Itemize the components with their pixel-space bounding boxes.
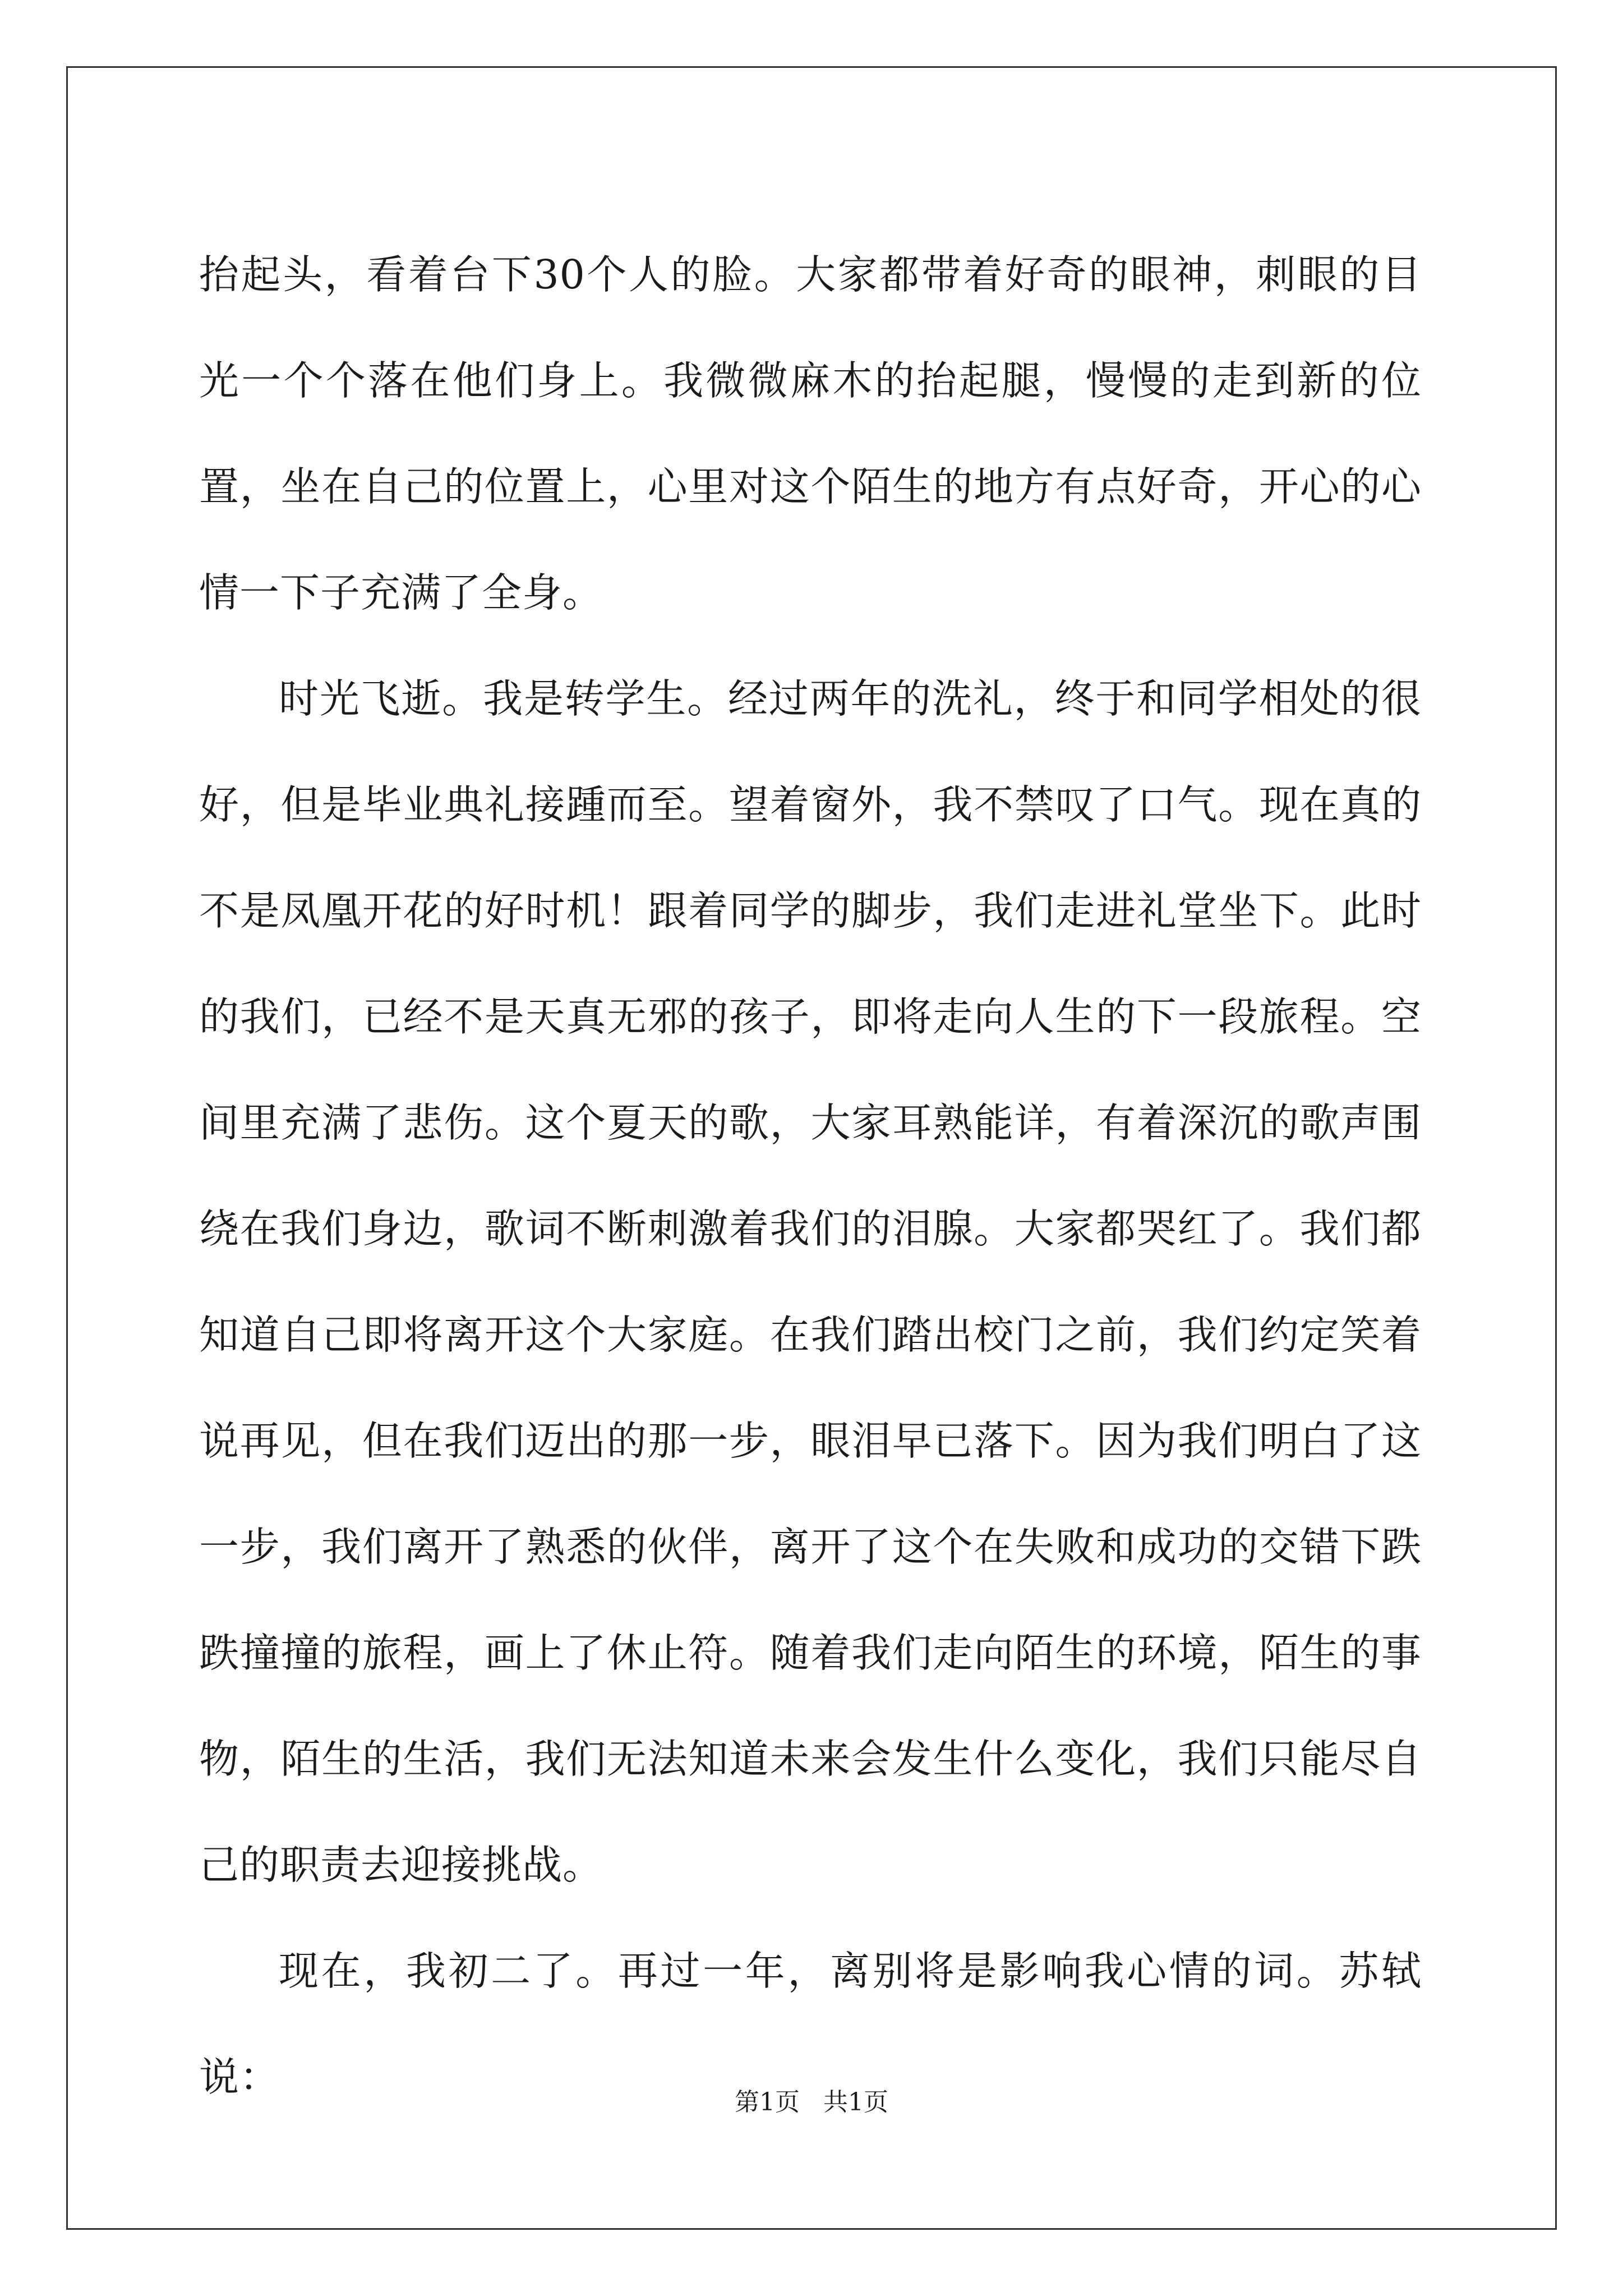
paragraph-1: 抬起头，看着台下30个人的脸。大家都带着好奇的眼神，刺眼的目光一个个落在他们身上。我微微麻木的抬起腿，慢慢的走到新的位置，坐在自己的位置上，心里对这个陌生的地方有点好奇，开心的心情一下子充满了全身。 — [199, 251, 1422, 616]
paragraph-3: 现在，我初二了。再过一年，离别将是影响我心情的词。苏轼说： — [199, 1948, 1422, 2100]
page-footer — [0, 2086, 1623, 2119]
page-number: 第1页 — [735, 2088, 800, 2116]
paragraph-2: 时光飞逝。我是转学生。经过两年的洗礼，终于和同学相处的很好，但是毕业典礼接踵而至。望着窗外，我不禁叹了口气。现在真的不是凤凰开花的好时机！跟着同学的脚步，我们走进礼堂坐下。此时的我们，已经不是天真无邪的孩子，即将走向人生的下一段旅程。空间里充满了悲伤。这个夏天的歌，大家耳熟能详，有着深沉的歌声围绕在我们身边，歌词不断刺激着我们的泪腺。大家都哭红了。我们都知道自己即将离开这个大家庭。在我们踏出校门之前，我们约定笑着说再见，但在我们迈出的那一步，眼泪早已落下。因为我们明白了这一步，我们离开了熟悉的伙伴，离开了这个在失败和成功的交错下跌跌撞撞的旅程，画上了休止符。随着我们走向陌生的环境，陌生的事物，陌生的生活，我们无法知道未来会发生什么变化，我们只能尽自己的职责去迎接挑战。 — [199, 675, 1422, 1888]
footer-separator — [800, 2088, 823, 2116]
page-total: 共1页 — [823, 2088, 888, 2116]
document-body — [199, 222, 1422, 2130]
